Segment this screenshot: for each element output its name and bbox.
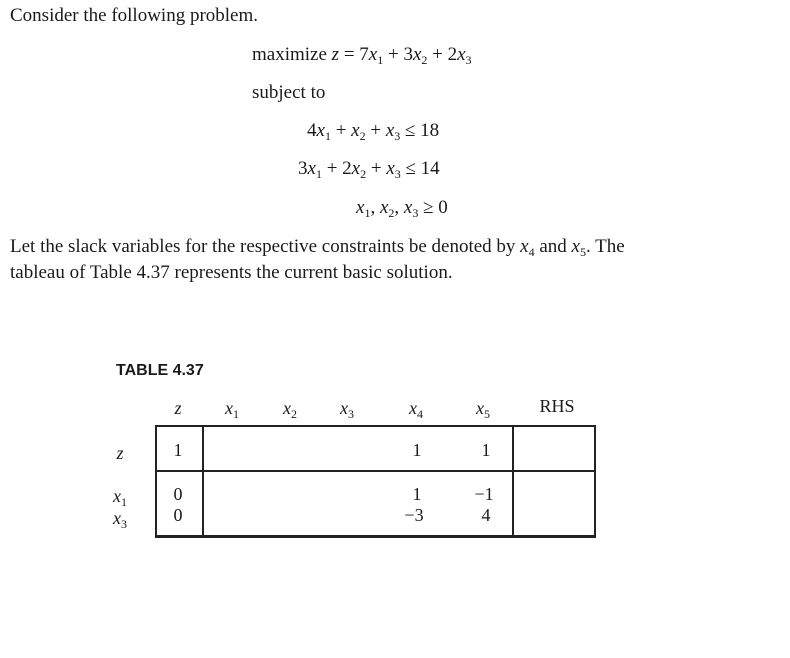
cell-x3-x5: 4: [481, 505, 491, 525]
constraint-nonneg: $x_1$, $x_2$, $x_3 \ge 0$: [356, 197, 448, 220]
col-header-x2: $x_2$: [283, 398, 297, 421]
col-header-z: z: [174, 398, 182, 418]
intro-text: Consider the following problem.: [10, 5, 259, 26]
col-header-rhs: RHS: [539, 396, 575, 416]
cell-z-x4: 1: [412, 440, 422, 460]
cell-z-z: 1: [173, 440, 183, 460]
cell-x1-x5: −1: [474, 484, 494, 504]
constraint-1: $4x_1 + x_2 + x_3 \le 18$: [307, 120, 440, 143]
paragraph-line-1: Let the slack variables for the respective constraints be denoted by $x_4$ and $x_5$. The: [10, 236, 625, 259]
paragraph-line-2: tableau of Table 4.37 represents the current basic solution.: [10, 262, 453, 283]
table-title: TABLE 4.37: [116, 362, 204, 379]
col-header-x3: $x_3$: [340, 398, 354, 421]
col-header-x5: $x_5$: [476, 398, 490, 421]
row-label-x3: $x_3$: [113, 508, 127, 531]
row-label-x1: $x_1$: [113, 486, 127, 509]
constraint-2: $3x_1 + 2x_2 + x_3 \le 14$: [298, 158, 440, 181]
cell-x3-x4: −3: [404, 505, 424, 525]
col-header-x1: $x_1$: [225, 398, 239, 421]
cell-x1-z: 0: [173, 484, 183, 504]
objective-line: maximize $z = 7x_1 + 3x_2 + 2x_3$: [252, 44, 472, 67]
row-label-z: z: [116, 443, 124, 463]
cell-x1-x4: 1: [412, 484, 422, 504]
col-header-x4: $x_4$: [409, 398, 423, 421]
cell-x3-z: 0: [173, 505, 183, 525]
cell-z-x5: 1: [481, 440, 491, 460]
subject-to-text: subject to: [252, 82, 326, 103]
